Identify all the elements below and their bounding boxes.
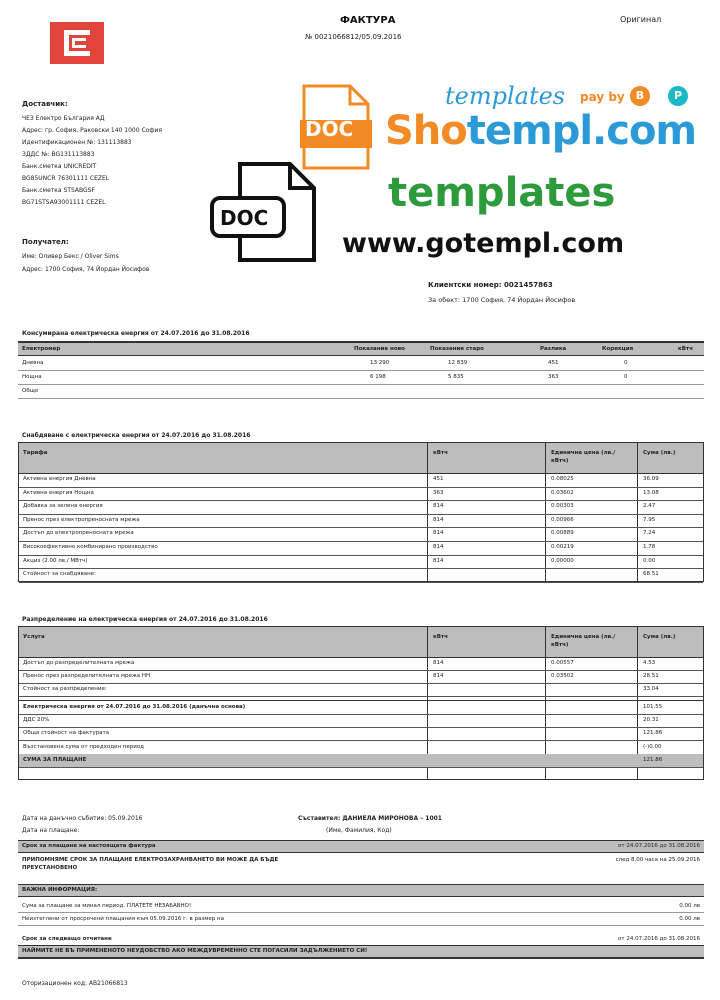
col-diff: Разлика xyxy=(540,346,567,352)
col-amount: Сума (лв.) xyxy=(643,634,676,640)
table-cell: 0.08025 xyxy=(551,476,574,482)
watermark-gotempl: www.gotempl.com xyxy=(342,228,625,259)
info-label: Неизтеглени от просрочени плащания към 05.09.2016 г. в размер на xyxy=(22,916,225,922)
summary-row xyxy=(19,727,703,741)
table-cell: 363 xyxy=(548,374,559,380)
supplier-line: Адрес: гр. София, Раковски 140 1000 София xyxy=(22,127,162,134)
table-cell: 451 xyxy=(433,476,444,482)
warning-row xyxy=(18,946,704,959)
col-amount: Сума (лв.) xyxy=(643,450,676,456)
table-cell: 814 xyxy=(433,673,444,679)
distribution-header-row xyxy=(19,627,703,658)
col-new: Показание ново xyxy=(354,346,405,352)
table-row xyxy=(19,568,703,583)
info-label: Сума за плащане за минал период. ПЛАТЕТЕ НЕЗАБАВНО! xyxy=(22,903,192,909)
table-row xyxy=(19,487,703,502)
table-cell: Добавка за зелена енергия xyxy=(23,503,103,510)
table-cell: 363 xyxy=(433,489,444,496)
table-cell: 814 xyxy=(433,503,444,510)
col-tariff: Тарифа xyxy=(23,450,48,456)
payment-period-value: от 24.07.2016 до 31.08.2016 xyxy=(618,843,700,849)
supplier-line: BG85UNCR 76301111 CEZEL xyxy=(22,175,110,182)
important-info-row xyxy=(18,884,704,897)
watermark-shotempl: Shotempl.com xyxy=(385,108,697,154)
summary-row xyxy=(19,754,703,768)
table-cell: 2.47 xyxy=(643,503,656,510)
info-value: 0.00 лв xyxy=(679,916,700,922)
col-unit-price: Единична цена (лв./кВтч) xyxy=(551,450,616,464)
supplier-line: ЗДДС №: BG131113883 xyxy=(22,151,95,158)
recipient-heading: Получател: xyxy=(22,238,69,246)
table-cell: 4.53 xyxy=(643,660,656,666)
table-row xyxy=(19,657,703,671)
table-cell: Стойност за снабдяване: xyxy=(23,571,96,578)
important-info-label: ВАЖНА ИНФОРМАЦИЯ: xyxy=(22,887,98,893)
table-cell: 0.00889 xyxy=(551,530,574,537)
tax-event-date: Дата на данъчно събитие: 05.09.2016 xyxy=(22,815,143,822)
table-cell: 814 xyxy=(433,557,444,564)
table-cell: Активна енергия Нощна xyxy=(23,489,94,496)
consumption-header-row xyxy=(18,343,704,356)
info-value: 0.00 лв xyxy=(679,903,700,909)
table-cell: Пренос през разпределителната мрежа НН xyxy=(23,673,151,679)
table-cell: 0.00966 xyxy=(551,516,574,523)
authorization-code: Оторизационен код: AB21066813 xyxy=(22,980,128,987)
table-cell: 7.95 xyxy=(643,516,656,523)
table-cell: Достъп до разпределителната мрежа xyxy=(23,660,135,666)
compiled-by: Съставител: ДАНИЕЛА МИРОНОВА – 1001 xyxy=(298,815,442,822)
table-cell: 814 xyxy=(433,516,444,523)
table-row xyxy=(18,356,704,371)
consumption-table xyxy=(18,341,704,401)
table-cell: 28.51 xyxy=(643,673,659,679)
col-kwh: кВтч xyxy=(678,346,693,352)
col-service: Услуга xyxy=(23,634,45,640)
table-cell: 0.00 xyxy=(643,557,656,564)
table-cell: 814 xyxy=(433,530,444,537)
next-reading-value: от 24.07.2016 до 31.08.2016 xyxy=(618,936,700,942)
warning-text: НАЙМИТЕ НЕ ВЪ ПРИМЕНЕНОТО НЕУДОБСТВО АКО МЕЖДУВРЕМЕННО СТЕ ПОГАСИЛИ ЗАДЪЛЖЕНИЕТО СИ! xyxy=(22,948,368,954)
summary-label: Електрическа енергия от 24.07.2016 до 31.08.2016 (данъчна основа) xyxy=(23,704,246,710)
bitcoin-icon: B xyxy=(630,86,650,106)
object-address: За обект: 1700 София, 74 Йордан Йосифов xyxy=(428,296,576,304)
table-cell: 0.00219 xyxy=(551,544,574,550)
table-cell: 13.08 xyxy=(643,489,659,496)
summary-value: (-)0.00 xyxy=(643,743,662,750)
payment-period-label: Срок за плащане на настоящата фактура xyxy=(22,843,156,849)
supplier-line: ЧЕЗ Електро България АД xyxy=(22,115,105,122)
col-correction: Корекция xyxy=(602,346,634,352)
footer-info-block xyxy=(18,840,704,958)
col-old: Показание старо xyxy=(430,346,484,352)
table-cell: 0.03502 xyxy=(551,673,574,679)
table-cell: 12 839 xyxy=(448,360,468,366)
summary-label: ДДС 20% xyxy=(23,716,50,723)
summary-label: Обща стойност на фактурата xyxy=(23,730,110,737)
table-cell: 814 xyxy=(433,544,444,550)
next-reading-row xyxy=(18,934,704,946)
disconnect-notice: ПРИПОМНЯМЕ СРОК ЗА ПЛАЩАНЕ ЕЛЕКТРОЗАХРАНВАНЕТО ВИ МОЖЕ ДА БЪДЕ ПРЕУСТАНОВЕНО xyxy=(22,857,279,871)
table-row xyxy=(19,527,703,542)
consumption-title: Консумирана електрическа енергия от 24.07.2016 до 31.08.2016 xyxy=(22,330,250,337)
table-cell: 7.24 xyxy=(643,530,656,537)
info-row xyxy=(18,900,704,913)
table-row xyxy=(19,555,703,570)
summary-row xyxy=(19,741,703,755)
table-cell: 33.04 xyxy=(643,686,659,692)
table-cell: 0 xyxy=(624,374,628,380)
table-cell: Акциз (2.00 лв./ МВтч) xyxy=(23,557,88,564)
table-cell: 6 198 xyxy=(370,374,386,380)
client-number: Клиентски номер: 0021457863 xyxy=(428,281,553,289)
summary-value: 101.55 xyxy=(643,704,663,710)
distribution-title: Разпределение на електрическа енергия от 24.07.2016 до 31.08.2016 xyxy=(22,616,268,623)
summary-label: СУМА ЗА ПЛАЩАНЕ xyxy=(23,757,87,764)
invoice-title: ФАКТУРА xyxy=(340,15,396,26)
watermark-pay-by: pay by xyxy=(580,90,625,104)
next-reading-label: Срок за следващо отчитане xyxy=(22,936,112,942)
table-cell: 0.03602 xyxy=(551,489,574,496)
col-meter: Електромер xyxy=(22,346,61,352)
summary-label: Възстановена сума от предходен период xyxy=(23,743,144,750)
watermark-templates-script: templates xyxy=(445,82,566,110)
table-cell: Пренос през електропреносната мрежа xyxy=(23,516,140,523)
table-cell: 5 835 xyxy=(448,374,464,380)
summary-value: 121.86 xyxy=(643,730,663,737)
supply-title: Снабдяване с електрическа енергия от 24.07.2016 до 31.08.2016 xyxy=(22,432,251,439)
table-cell: 36.09 xyxy=(643,476,659,482)
table-cell: Нощна xyxy=(22,374,42,380)
table-cell: 451 xyxy=(548,360,559,366)
payment-period-row xyxy=(18,840,704,853)
table-cell: 0.00303 xyxy=(551,503,574,510)
table-cell: 13 290 xyxy=(370,360,390,366)
table-row xyxy=(18,370,704,385)
doc-label-black: DOC xyxy=(220,206,269,230)
compiled-by-sub: (Име, Фамилия, Код) xyxy=(326,827,392,834)
summary-row xyxy=(19,714,703,728)
table-cell: Общо xyxy=(22,388,39,394)
table-row xyxy=(19,541,703,556)
supplier-line: Банк.сметка STSABGSF xyxy=(22,187,95,194)
doc-label-orange: DOC xyxy=(305,117,354,141)
supplier-line: Банк.сметка UNICREDIT xyxy=(22,163,97,170)
summary-value: 121.86 xyxy=(643,757,663,764)
table-cell: 0.00557 xyxy=(551,660,574,666)
summary-value: 20.31 xyxy=(643,716,659,723)
table-row xyxy=(18,384,704,399)
col-kwh: кВтч xyxy=(433,450,448,456)
supplier-heading: Доставчик: xyxy=(22,100,68,108)
recipient-name: Име: Оливер Бекс / Oliver Sims xyxy=(22,253,119,260)
supply-header-row xyxy=(19,443,703,474)
supplier-line: Идентификационен №: 131113883 xyxy=(22,139,132,146)
table-row xyxy=(19,500,703,515)
company-logo xyxy=(50,22,104,64)
table-row xyxy=(19,514,703,529)
table-cell: Активна енергия Дневна xyxy=(23,476,96,482)
watermark-templates: templates xyxy=(388,170,616,216)
col-unit-price: Единична цена (лв./кВтч) xyxy=(551,634,616,648)
disconnect-date: след 8.00 часа на 25.09.2016 xyxy=(615,857,700,863)
payment-date: Дата на плащане: xyxy=(22,827,80,834)
original-label: Оригинал xyxy=(620,15,662,24)
paypal-icon: P xyxy=(668,86,688,106)
table-cell: Достъп до електропреносната мрежа xyxy=(23,530,134,537)
col-kwh: кВтч xyxy=(433,634,448,640)
table-cell: Високоефективно комбинирано производство xyxy=(23,544,158,550)
table-cell: 1.78 xyxy=(643,544,656,550)
table-cell: Дневна xyxy=(22,360,44,366)
table-row xyxy=(19,683,703,697)
distribution-table xyxy=(18,626,704,780)
table-cell: 68.51 xyxy=(643,571,659,578)
info-row xyxy=(18,913,704,926)
table-cell: Стойност за разпределение: xyxy=(23,686,107,692)
supplier-line: BG71STSA93001111 CEZEL xyxy=(22,199,106,206)
table-row xyxy=(19,473,703,488)
table-cell: 0.00000 xyxy=(551,557,574,564)
invoice-number: № 0021066812/05.09.2016 xyxy=(305,33,402,41)
table-cell: 814 xyxy=(433,660,444,666)
table-row xyxy=(19,670,703,684)
recipient-address: Адрес: 1700 София, 74 Йордан Йосифов xyxy=(22,266,150,273)
supply-table xyxy=(18,442,704,582)
table-cell: 0 xyxy=(624,360,628,366)
